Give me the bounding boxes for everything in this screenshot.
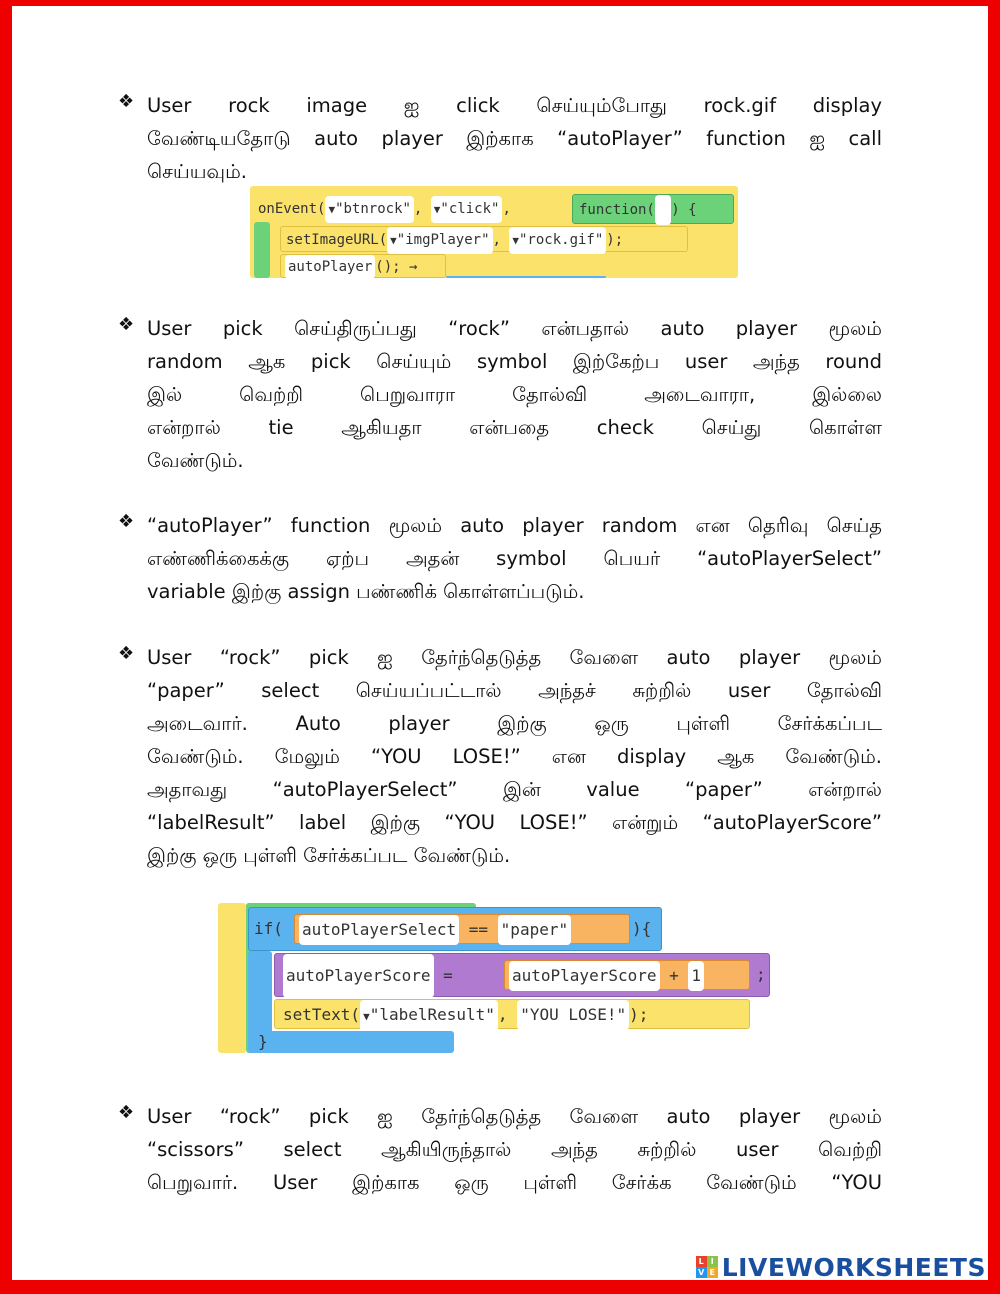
paragraph-2 [118, 312, 882, 477]
text-line: variable இற்கு assign பண்ணிக் கொள்ளப்படும். [147, 580, 585, 603]
text-line: இல் வெற்றி பெறுவாரா தோல்வி அடைவாரா, இல்லை [147, 383, 882, 406]
settext-block: setText( ▼"labelResult" , "YOU LOSE!" ); [274, 999, 750, 1029]
text-line: என்றால் tie ஆகியதா என்பதை check செய்து கொள்ள [147, 416, 882, 439]
paragraph-5 [118, 1100, 882, 1199]
event-target-arg: "btnrock" [335, 201, 411, 217]
code-block-onevent: onEvent( ▼"btnrock" , ▼"click" , function( ) { setImageURL( ▼"imgPlayer" , ▼"rock.gif" ); autoPlayer (); → [250, 186, 740, 278]
liveworksheets-logo-icon: L I V E [696, 1256, 718, 1278]
paragraph-3 [118, 509, 882, 608]
condition-block: autoPlayerSelect == "paper" [294, 914, 630, 944]
setimageurl-block: setImageURL( ▼"imgPlayer" , ▼"rock.gif" ); [280, 226, 688, 252]
code-block-if: if( autoPlayerSelect == "paper" ){ autoPlayerScore = autoPlayerScore + 1 ; setText( ▼"labelResult" , "YOU LOSE!" ); } [218, 903, 774, 1053]
logo-text: LIVEWORKSHEETS [721, 1252, 986, 1282]
text-line: User rock image ஐ click செய்யும்போது rock.gif display [147, 94, 882, 117]
text-line: செய்யவும். [147, 160, 247, 183]
text-line: பெறுவார். User இற்காக ஒரு புள்ளி சேர்க்க வேண்டும் “YOU [147, 1171, 882, 1194]
text-line: User pick செய்திருப்பது “rock” என்பதால் auto player மூலம் [147, 317, 882, 340]
assignment-block: autoPlayerScore = [274, 953, 770, 997]
dropdown-icon: ▼ [363, 1010, 370, 1023]
autoplayer-call-block: autoPlayer (); → [280, 254, 446, 278]
bullet-icon: ❖ [118, 91, 135, 112]
function-block: function( ) { [572, 194, 734, 224]
text-line: அதாவது “autoPlayerSelect” இன் value “paper” என்றால் [147, 778, 882, 801]
bullet-icon: ❖ [118, 1102, 135, 1123]
bullet-icon: ❖ [118, 314, 135, 335]
text-line: “paper” select செய்யப்பட்டால் அந்தச் சுற்றில் user தோல்வி [147, 679, 882, 702]
dropdown-icon: ▼ [390, 234, 397, 247]
text-line: User “rock” pick ஐ தேர்ந்தெடுத்த வேளை auto player மூலம் [147, 646, 882, 669]
dropdown-icon: ▼ [433, 203, 441, 216]
text-line: “scissors” select ஆகியிருந்தால் அந்த சுற்றில் user வெற்றி [147, 1138, 882, 1161]
text-line: User “rock” pick ஐ தேர்ந்தெடுத்த வேளை auto player மூலம் [147, 1105, 882, 1128]
addition-block: autoPlayerScore + 1 [504, 960, 750, 990]
text-line: “labelResult” label இற்கு “YOU LOSE!” என்றும் “autoPlayerScore” [147, 811, 882, 834]
dropdown-icon: ▼ [328, 203, 336, 216]
text-line: வேண்டும். [147, 449, 244, 472]
dropdown-icon: ▼ [512, 234, 519, 247]
event-type-arg: "click" [440, 201, 500, 217]
bullet-icon: ❖ [118, 511, 135, 532]
if-keyword: if( [254, 919, 283, 938]
text-line: random ஆக pick செய்யும் symbol இற்கேற்ப user அந்த round [147, 350, 882, 373]
text-line: வேண்டியதோடு auto player இற்காக “autoPlayer” function ஐ call [147, 127, 882, 150]
paragraph-4 [118, 641, 882, 872]
function-body-bar [254, 222, 270, 278]
paragraph-1 [118, 89, 882, 188]
text-line: இற்கு ஒரு புள்ளி சேர்க்கப்பட வேண்டும். [147, 844, 511, 867]
text-line: அடைவார். Auto player இற்கு ஒரு புள்ளி சேர்க்கப்பட [147, 712, 882, 735]
bullet-icon: ❖ [118, 643, 135, 664]
liveworksheets-logo[interactable] [696, 1250, 986, 1284]
text-line: வேண்டும். மேலும் “YOU LOSE!” என display ஆக வேண்டும். [147, 745, 882, 768]
onevent-keyword: onEvent( [258, 201, 326, 217]
text-line: “autoPlayer” function மூலம் auto player random என தெரிவு செய்த [147, 514, 882, 537]
text-line: எண்ணிக்கைக்கு ஏற்ப அதன் symbol பெயர் “autoPlayerSelect” [147, 547, 882, 570]
